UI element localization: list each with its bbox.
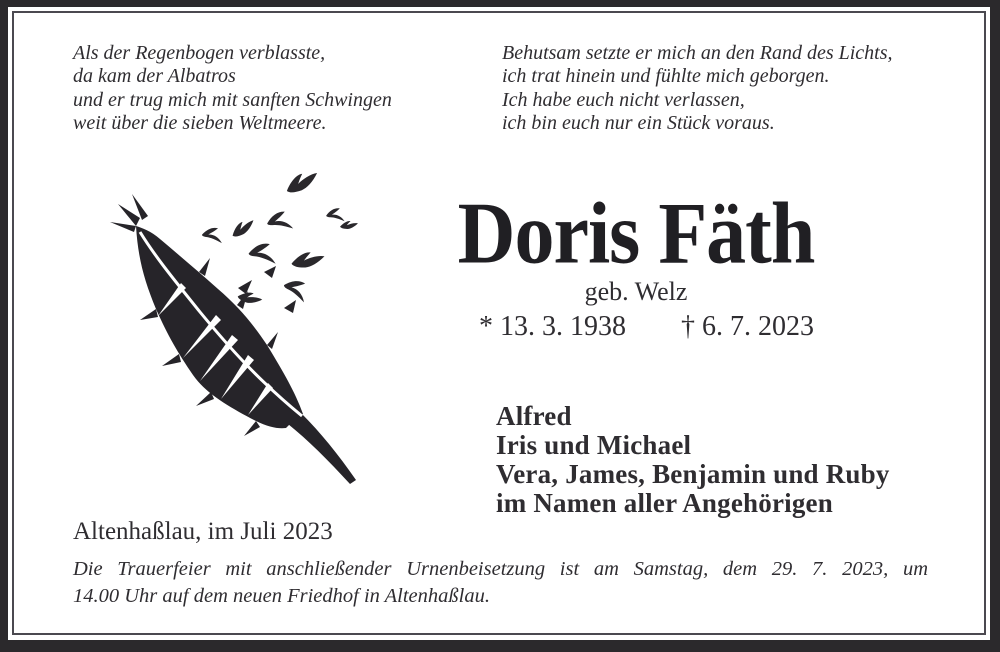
bird-icon <box>266 211 293 231</box>
feather-vane <box>136 226 303 428</box>
poem-line: ich bin euch nur ein Stück voraus. <box>502 112 775 135</box>
feather-tuft <box>110 222 136 232</box>
epitaph-poem-right <box>502 42 893 136</box>
feather-barb <box>267 332 278 349</box>
maiden-name: geb. Welz <box>584 277 688 306</box>
mourner-line: Vera, James, Benjamin und Ruby <box>496 459 890 489</box>
birth-date: * 13. 3. 1938 <box>479 311 626 342</box>
feather-barb <box>196 392 214 406</box>
funeral-announcement-line: 14.00 Uhr auf dem neuen Friedhof in Altenhaßlau. <box>73 585 490 607</box>
feather-barb <box>244 421 260 436</box>
mourner-line: im Namen aller Angehörigen <box>496 488 833 518</box>
feather-barb <box>162 354 181 366</box>
bird-icon <box>281 276 311 303</box>
bird-icon <box>230 219 256 237</box>
birds-group <box>201 172 358 309</box>
bird-icon <box>248 242 277 263</box>
place-and-date: Altenhaßlau, im Juli 2023 <box>73 518 333 545</box>
poem-line: ich trat hinein und fühlte mich geborgen. <box>502 65 830 88</box>
feather-shard <box>238 280 252 294</box>
poem-line: Behutsam setzte er mich an den Rand des Lichts, <box>502 42 893 64</box>
bird-icon <box>291 250 325 272</box>
bird-icon <box>201 227 223 244</box>
poem-line: Als der Regenbogen verblasste, <box>73 42 326 64</box>
funeral-announcement <box>73 556 928 610</box>
death-date: † 6. 7. 2023 <box>681 311 814 342</box>
bird-icon <box>326 208 344 221</box>
feather-shard <box>264 266 276 278</box>
deceased-block <box>436 185 836 283</box>
bird-icon <box>340 219 358 231</box>
funeral-announcement-line: Die Trauerfeier mit anschließender Urnenbeisetzung ist am Samstag, dem 29. 7. 2023, um <box>73 558 928 580</box>
mourner-line: Iris und Michael <box>496 430 692 460</box>
feather-quill <box>288 414 356 484</box>
feather-barb <box>140 309 158 320</box>
mourner-line: Alfred <box>496 401 572 431</box>
feather-tuft <box>118 204 140 226</box>
bird-icon <box>285 172 319 193</box>
deceased-name: Doris Fäth <box>457 185 815 283</box>
poem-line: Ich habe euch nicht verlassen, <box>502 88 745 111</box>
poem-line: weit über die sieben Weltmeere. <box>73 112 327 135</box>
epitaph-poem-left <box>73 42 392 136</box>
feather-barb <box>199 258 210 276</box>
poem-line: und er trug mich mit sanften Schwingen <box>73 88 392 111</box>
feather-birds-illustration <box>88 168 368 498</box>
feather-shard <box>284 300 296 313</box>
poem-line: da kam der Albatros <box>73 65 236 88</box>
mourners-list <box>496 402 890 518</box>
